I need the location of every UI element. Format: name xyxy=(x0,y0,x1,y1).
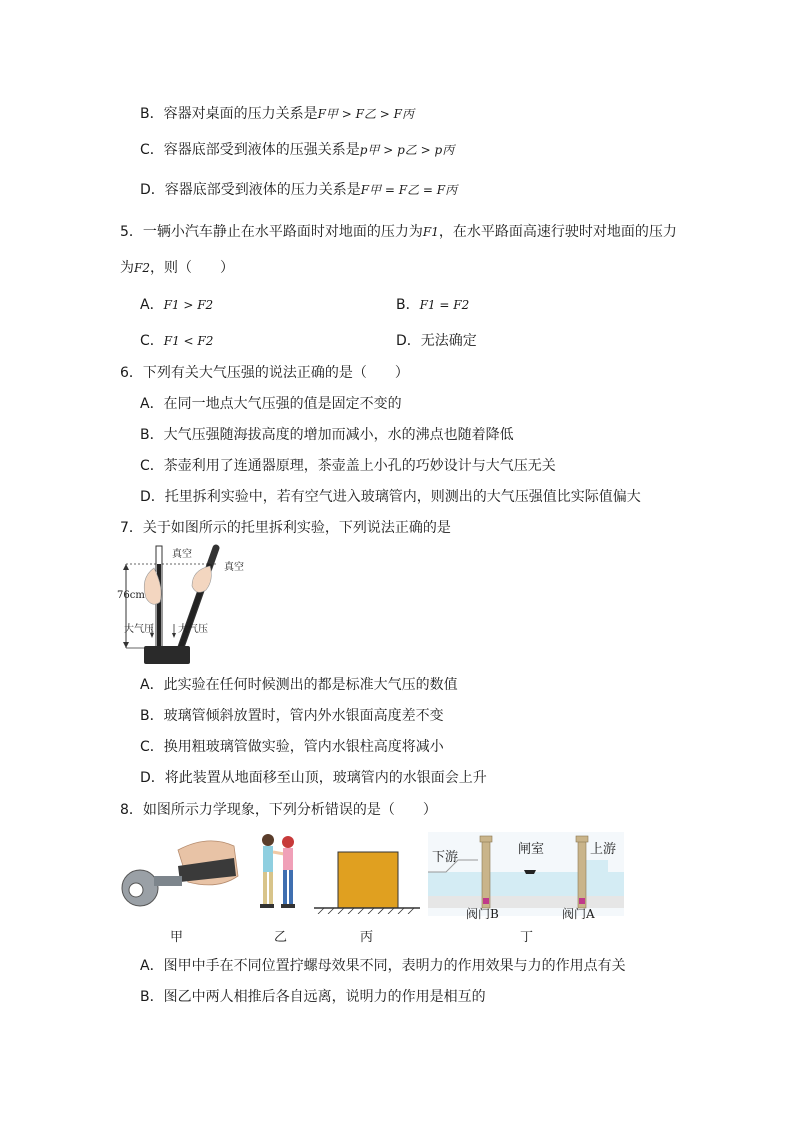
q5-option-d: D．无法确定 xyxy=(396,333,477,349)
wrench-figure xyxy=(118,832,242,914)
q7-option-d: D．将此装置从地面移至山顶，玻璃管内的水银面会上升 xyxy=(140,770,487,786)
q5-option-b: B．F1 = F2 xyxy=(396,297,470,313)
valve-b xyxy=(483,898,489,904)
two-people-figure xyxy=(254,832,304,912)
label-vacuum-1: 真空 xyxy=(172,549,192,560)
valve-a xyxy=(579,898,585,904)
q4-option-d: D．容器底部受到液体的压力关系是F甲 = F乙 = F丙 xyxy=(140,182,458,198)
person-2-body xyxy=(283,848,293,870)
label-upstream: 上游 xyxy=(590,842,617,857)
q5-option-c: C．F1 < F2 xyxy=(140,333,214,349)
label-vacuum-2: 真空 xyxy=(224,562,244,573)
q6-option-a: A．在同一地点大气压强的值是固定不变的 xyxy=(140,396,402,412)
person-1-head xyxy=(262,834,274,846)
person-2-head xyxy=(282,836,294,848)
q7-option-c: C．换用粗玻璃管做实验，管内水银柱高度将减小 xyxy=(140,739,444,755)
q6-option-d: D．托里拆利实验中，若有空气进入玻璃管内，则测出的大气压强值比实际值偏大 xyxy=(140,489,641,505)
person-1-body xyxy=(263,846,273,872)
label-downstream: 下游 xyxy=(432,850,459,865)
q4-option-d-formula: F甲 = F乙 = F丙 xyxy=(360,183,458,197)
block xyxy=(338,852,398,908)
label-lock-chamber: 闸室 xyxy=(518,842,545,857)
q5-stem-line2: 为F2，则（ ） xyxy=(120,260,234,276)
label-gate-b: 阀门B xyxy=(466,907,499,921)
ground-hatching xyxy=(318,908,414,914)
block-figure xyxy=(314,850,420,914)
q7-option-a: A．此实验在任何时候测出的都是标准大气压的数值 xyxy=(140,677,458,693)
q6-option-c: C．茶壶利用了连通器原理，茶壶盖上小孔的巧妙设计与大气压无关 xyxy=(140,458,556,474)
label-atm-2: 大气压 xyxy=(178,624,208,635)
caption-d: 丁 xyxy=(520,930,534,945)
label-atm-1: 大气压 xyxy=(124,624,154,635)
q5-option-a: A．F1 > F2 xyxy=(140,297,214,313)
q4-option-b: B．容器对桌面的压力关系是F甲 > F乙 > F丙 xyxy=(140,106,414,122)
q6-stem: 6．下列有关大气压强的说法正确的是（ ） xyxy=(120,365,409,381)
q8-option-b: B．图乙中两人相推后各自远离，说明力的作用是相互的 xyxy=(140,989,486,1005)
label-gate-a: 阀门A xyxy=(562,907,595,921)
caption-a: 甲 xyxy=(170,930,184,945)
height-arrow-top xyxy=(123,564,129,570)
q5-stem-line1: 5．一辆小汽车静止在水平路面时对地面的压力为F1，在水平路面高速行驶时对地面的压力 xyxy=(120,224,677,240)
caption-c: 丙 xyxy=(360,930,374,945)
q7-option-b: B．玻璃管倾斜放置时，管内外水银面高度差不变 xyxy=(140,708,444,724)
boat-icon xyxy=(524,870,536,874)
wrench-neck xyxy=(154,876,182,886)
q7-stem: 7．关于如图所示的托里拆利实验，下列说法正确的是 xyxy=(120,520,451,536)
q8-option-a: A．图甲中手在不同位置拧螺母效果不同，表明力的作用效果与力的作用点有关 xyxy=(140,958,626,974)
q4-option-c-formula: p甲 > p乙 > p丙 xyxy=(359,143,455,157)
mercury-trough xyxy=(144,646,190,664)
q6-option-b: B．大气压强随海拔高度的增加而减小，水的沸点也随着降低 xyxy=(140,427,514,443)
q8-stem: 8．如图所示力学现象，下列分析错误的是（ ） xyxy=(120,802,437,818)
q4-option-b-formula: F甲 > F乙 > F丙 xyxy=(317,107,414,121)
height-arrow-bottom xyxy=(123,642,129,648)
nut-icon xyxy=(129,883,143,897)
water xyxy=(428,872,624,896)
label-76cm: 76cm xyxy=(117,590,145,601)
gate-b xyxy=(482,840,490,908)
q4-option-c: C．容器底部受到液体的压强关系是p甲 > p乙 > p丙 xyxy=(140,142,455,158)
right-hand xyxy=(192,566,211,592)
gate-a xyxy=(578,840,586,908)
push-arms xyxy=(273,852,284,854)
caption-b: 乙 xyxy=(274,930,288,945)
